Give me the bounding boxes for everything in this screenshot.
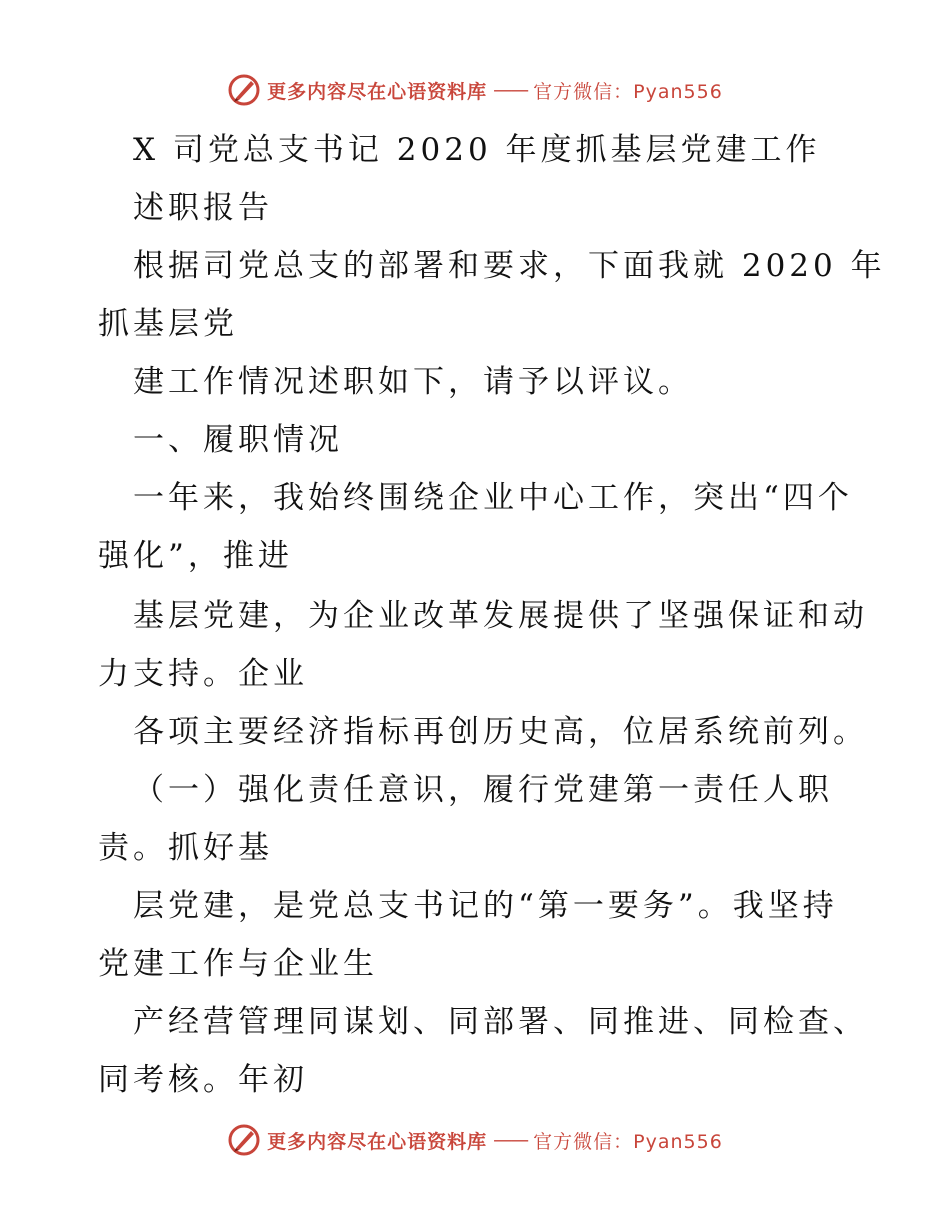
section-heading: 一、履职情况 [133, 422, 343, 458]
watermark-wechat-text: 官方微信：Pyan556 [533, 80, 723, 103]
watermark-site-text: 更多内容尽在心语资料库 [267, 1130, 488, 1153]
paragraph-line: 力支持。企业 [98, 656, 308, 692]
watermark-separator: —— [493, 1129, 528, 1151]
paragraph-line: 根据司党总支的部署和要求，下面我就 2020 年 [133, 248, 886, 284]
paragraph-line: 党建工作与企业生 [98, 946, 378, 982]
watermark-site-text: 更多内容尽在心语资料库 [267, 80, 488, 103]
paragraph-line: 各项主要经济指标再创历史高，位居系统前列。 [133, 714, 868, 750]
document-title-line-1: X 司党总支书记 2020 年度抓基层党建工作 [133, 132, 821, 168]
watermark-wechat-text: 官方微信：Pyan556 [533, 1130, 723, 1153]
document-title-line-2: 述职报告 [133, 190, 273, 226]
paragraph-line: 抓基层党 [98, 306, 238, 342]
paragraph-line: 基层党建，为企业改革发展提供了坚强保证和动 [133, 598, 868, 634]
paragraph-line: 产经营管理同谋划、同部署、同推进、同检查、 [133, 1004, 868, 1040]
watermark-separator: —— [493, 79, 528, 101]
paragraph-line: 强化”，推进 [98, 538, 293, 574]
subsection-heading: （一）强化责任意识，履行党建第一责任人职 [133, 772, 833, 808]
watermark-banner-bottom [0, 1120, 950, 1160]
quill-pen-icon [227, 1123, 261, 1157]
paragraph-line: 建工作情况述职如下，请予以评议。 [133, 364, 693, 400]
paragraph-line: 层党建，是党总支书记的“第一要务”。我坚持 [133, 888, 838, 924]
paragraph-line: 一年来，我始终围绕企业中心工作，突出“四个 [133, 480, 853, 516]
paragraph-line: 同考核。年初 [98, 1062, 308, 1098]
paragraph-line: 责。抓好基 [98, 830, 273, 866]
